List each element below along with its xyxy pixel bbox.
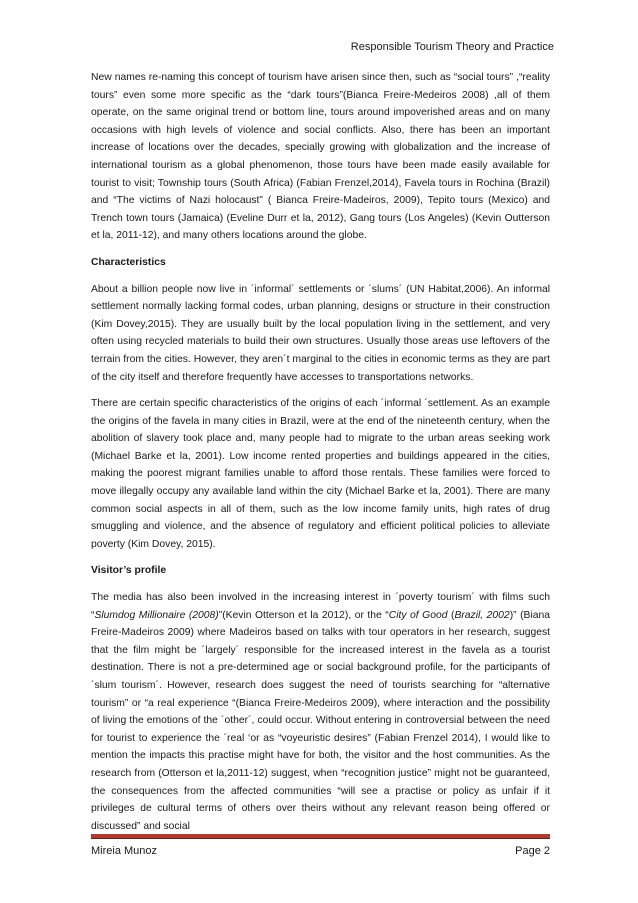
footer-page-number: Page 2 xyxy=(515,845,550,857)
text-run: )” (Biana Freire-Madeiros 2009) where Madeiros based on talks with tour operators in her research, suggest that the film might be ´largely´ responsible for the increased interest in the favela as a tourist destination. There is not a pre-determined age or social background profile, for the participants of ´slum tourism´. However, research does suggest the need of tourists searching for “alternative tourism” or “a real experience “(Bianca Freire-Medeiros 2009), where interaction and the possibility of living the emotions of the ´other´, could occur. Without entering in controversial between the need for tourist to experience the ´real ‘or as “voyeuristic desires” (Fabian Frenzel 2014), I would like to mention the impacts this practise might have for both, the visitor and the host communities. As the research from (Otterson et la,2011-12) suggest, when “recognition justice” might not be guaranteed, the consequences from the affected communities “will see a practise or policy as unfair if it privileges de cultural terms of others over theirs without any relevant reason being offered or discussed” and social xyxy=(91,609,550,832)
running-header-title: Responsible Tourism Theory and Practice xyxy=(350,41,554,53)
paragraph-media-influence xyxy=(91,589,550,835)
paragraph-favela-origins: There are certain specific characteristics of the origins of each ´informal ´settlement. As an example the origins of the favela in many cities in Brazil, were at the end of the nineteenth century, when the abolition of slavery took place and, many people had to migrate to the urban areas seeking work (Michael Barke et la, 2001). Low income rented properties and buildings appeared in the cities, making the poorest migrant families unable to afford those rentals. These families were forced to move illegally occupy any available land within the city (Michael Barke et la, 2001). There are many common social aspects in all of them, such as the low income family units, high rates of drug smuggling and violence, and the absence of regulatory and efficient political policies to alleviate poverty (Kim Dovey, 2015). xyxy=(91,398,550,550)
document-body xyxy=(91,69,550,844)
footer-author: Mireia Munoz xyxy=(91,845,158,857)
film-title-slumdog: Slumdog Millionaire (2008) xyxy=(94,609,219,621)
paragraph-intro: New names re-naming this concept of tourism have arisen since then, such as “social tours” ,“reality tours” even some more specific as the “dark tours”(Bianca Freire-Medeiros 2008) ,all of them operate, on the same original trend or bottom line, tours around impoverished areas and on many occasions with high levels of violence and social conflicts. Also, there has been an important increase of locations over the decades, specially growing with globalization and the increase of international tourism as a global phenomenon, those tours have been made easily available for tourist to visit; Township tours (South Africa) (Fabian Frenzel,2014), Favela tours in Rochina (Brazil) and “The victims of Nazi holocaust” ( Bianca Freire-Madeiros, 2009), Tepito tours (Mexico) and Trench town tours (Jamaica) (Eveline Durr et la, 2012), Gang tours (Los Angeles) (Kevin Outterson et la, 2011-12), and many others locations around the globe. xyxy=(91,72,550,242)
text-run: ”(Kevin Otterson et la 2012), or the “ xyxy=(218,609,389,621)
section-heading-characteristics: Characteristics xyxy=(91,256,166,268)
paragraph-informal-settlements: About a billion people now live in ´informal´ settlements or ´slums´ (UN Habitat,2006). An informal settlement normally lacking formal codes, urban planning, designs or structure in their construction (Kim Dovey,2015). They are usually built by the local population living in the settlement, and very often using recycled materials to build their own structures. Usually those areas use leftovers of the terrain from the cities. However, they aren´t marginal to the cities in economic terms as they are part of the city itself and therefore frequently have accesses to transportations networks. xyxy=(91,283,550,383)
text-run: ( xyxy=(447,609,455,621)
text-run: The media has also been involved in the increasing interest in ´poverty tourism´ with films such “ xyxy=(91,592,550,621)
footer-rule xyxy=(91,834,550,839)
film-meta: Brazil, 2002 xyxy=(454,609,510,621)
section-heading-visitor-profile: Visitor’s profile xyxy=(91,565,167,577)
film-title-city-of-good: City of Good xyxy=(388,609,448,621)
